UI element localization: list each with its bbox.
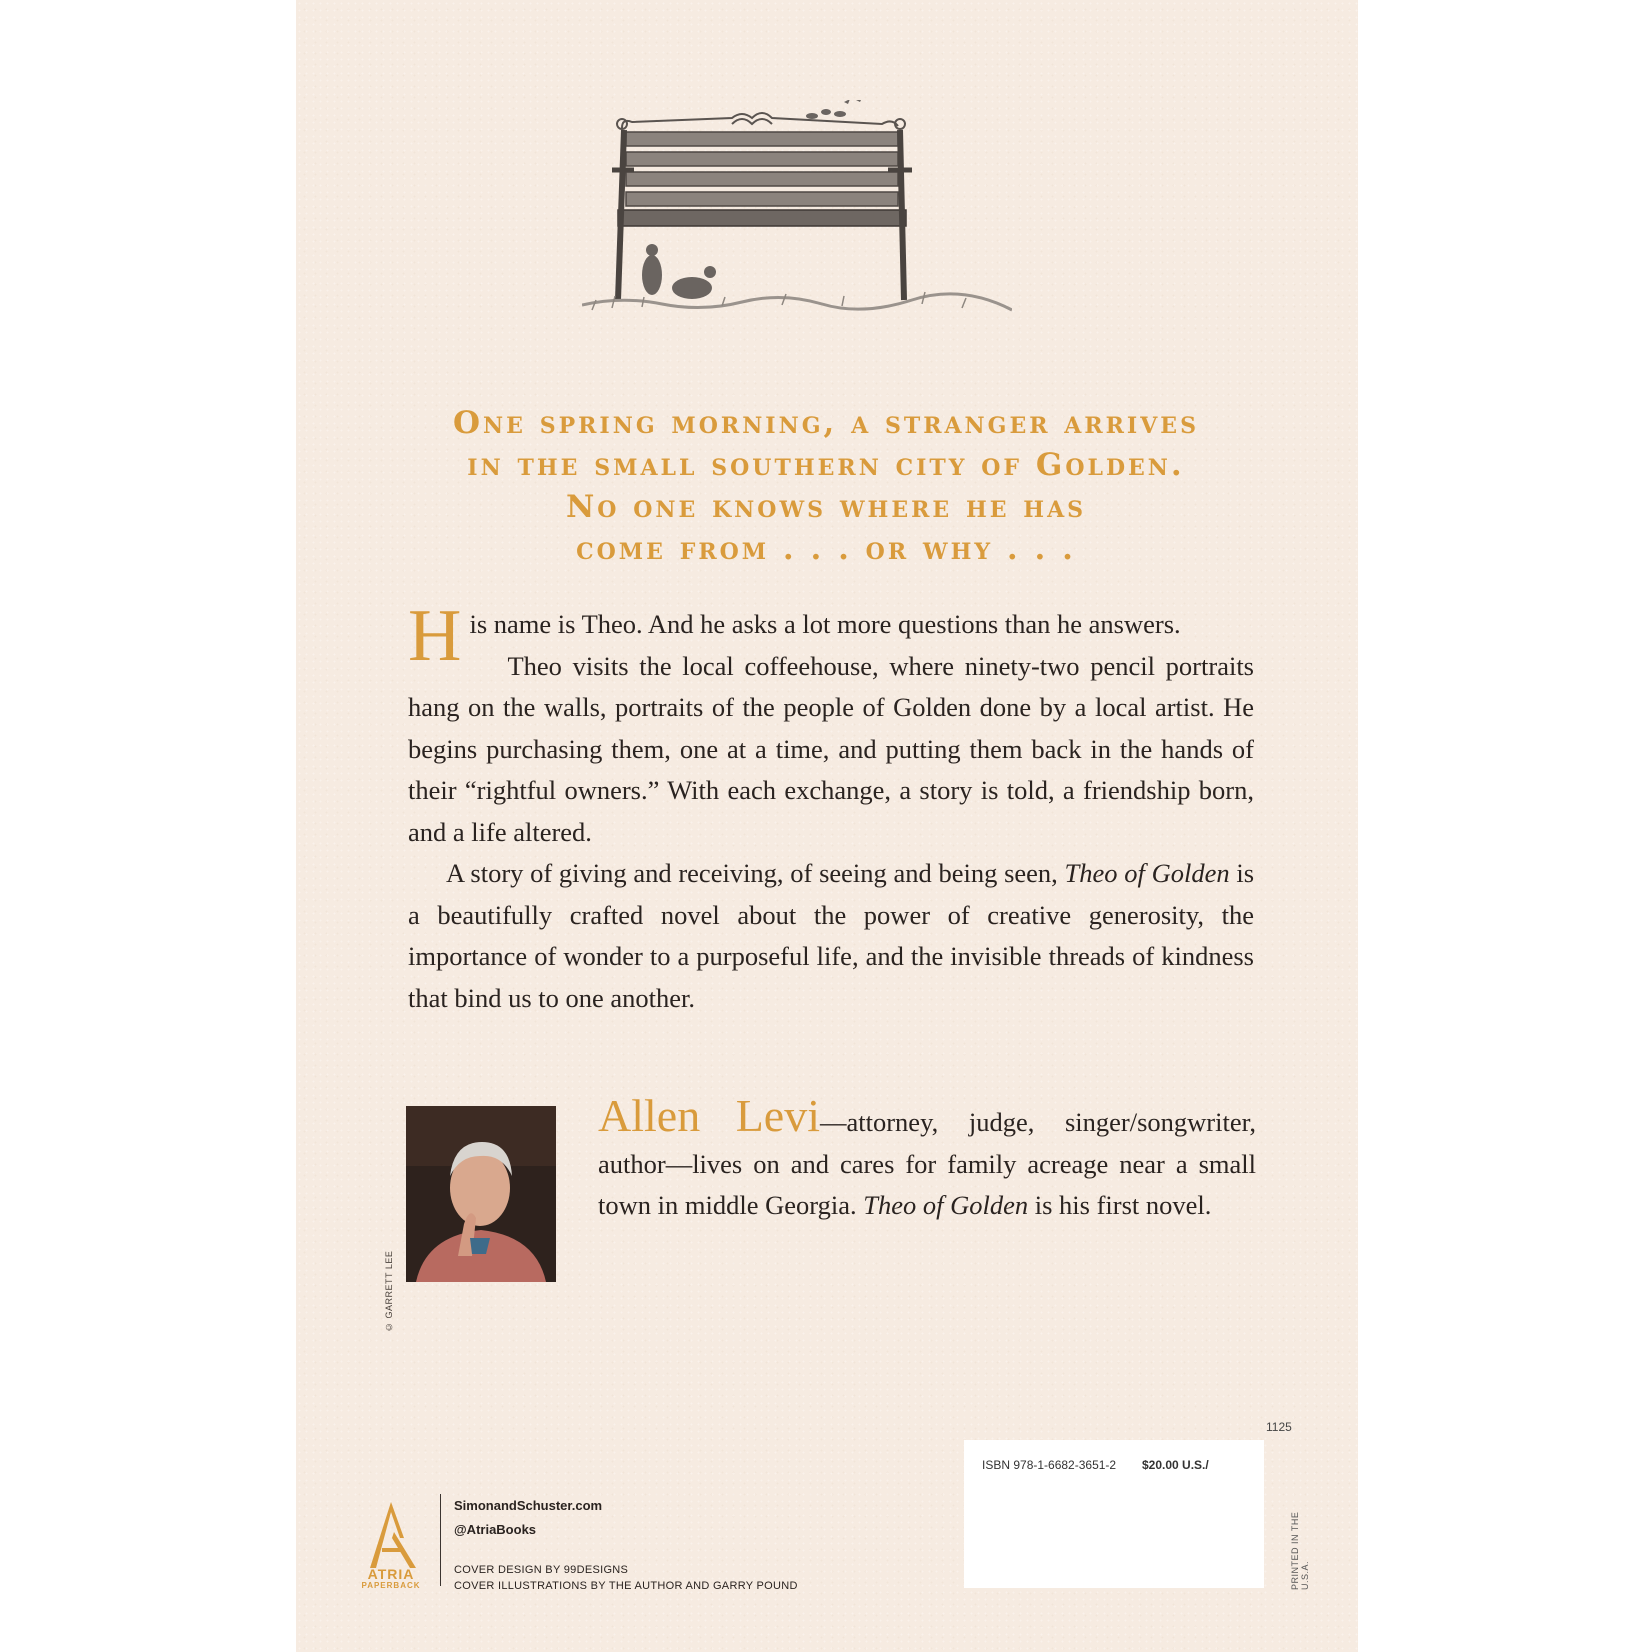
publisher-logo-text <box>356 1568 426 1592</box>
logo-line-1: ATRIA <box>367 1566 415 1582</box>
synopsis-paragraph-3 <box>408 853 1254 1019</box>
synopsis <box>408 595 1255 1019</box>
cover-design-credit: COVER DESIGN BY 99DESIGNS <box>454 1564 629 1576</box>
price-code: 1125 <box>1266 1420 1292 1434</box>
bench-illustration <box>582 100 1012 330</box>
author-bio-text <box>598 1090 1256 1227</box>
synopsis-paragraph-3-end: is a beautifully crafted novel about the power of creative generosity, the importance of wonder to a purposeful life, and the invisible threads of kindness that bind us to one another. <box>408 858 1255 1013</box>
author-bio-start: —attorney, judge, singer/songwriter, author—lives on and cares for family acreage near a small town in middle Georgia. <box>598 1107 1256 1220</box>
price: $20.00 U.S./ <box>1142 1458 1209 1472</box>
publisher-links <box>454 1494 602 1542</box>
author-bio <box>598 1090 1256 1227</box>
synopsis-paragraph-3-start: A story of giving and receiving, of seeing and being seen, <box>446 858 1058 888</box>
author-name: Allen Levi <box>598 1090 820 1141</box>
cover-illustration-credit: COVER ILLUSTRATIONS BY THE AUTHOR AND GARRY POUND <box>454 1580 798 1592</box>
headline-line-4: come from . . . or why . . . <box>576 531 1076 567</box>
publisher-website: SimonandSchuster.com <box>454 1498 603 1513</box>
publisher-handle: @AtriaBooks <box>454 1522 537 1537</box>
synopsis-paragraph-1-text: is name is Theo. And he asks a lot more questions than he answers. <box>469 609 1181 639</box>
cover-credits <box>454 1562 798 1594</box>
book-title-inline-bio: Theo of Golden <box>863 1190 1029 1220</box>
synopsis-paragraph-1 <box>408 595 1254 677</box>
book-title-inline: Theo of Golden <box>1064 858 1230 888</box>
isbn: ISBN 978-1-6682-3651-2 <box>982 1458 1117 1472</box>
printed-in-label: PRINTED IN THE U.S.A. <box>1290 1511 1310 1590</box>
synopsis-paragraph-2: Theo visits the local coffeehouse, where ninety-two pencil portraits hang on the walls, portraits of the people of Golden done by a local artist. He begins purchasing them, one at a time, and putting them back in the hands of their “rightful owners.” With each exchange, a story is told, a friendship born, and a life altered. <box>408 650 1254 847</box>
logo-line-2: PAPERBACK <box>361 1581 421 1590</box>
headline-line-3: No one knows where he has <box>565 489 1087 525</box>
headline-line-1: One spring morning, a stranger arrives <box>453 405 1199 441</box>
photo-credit: © GARRETT LEE <box>384 1250 394 1332</box>
author-photo <box>406 1106 556 1282</box>
author-bio-end: is his first novel. <box>1034 1190 1212 1220</box>
book-back-cover <box>296 0 1358 1652</box>
headline-line-2: in the small southern city of Golden. <box>467 447 1185 483</box>
headline <box>376 402 1276 570</box>
publisher-divider <box>440 1494 441 1586</box>
barcode-box <box>964 1440 1264 1588</box>
drop-cap: H <box>408 595 462 677</box>
